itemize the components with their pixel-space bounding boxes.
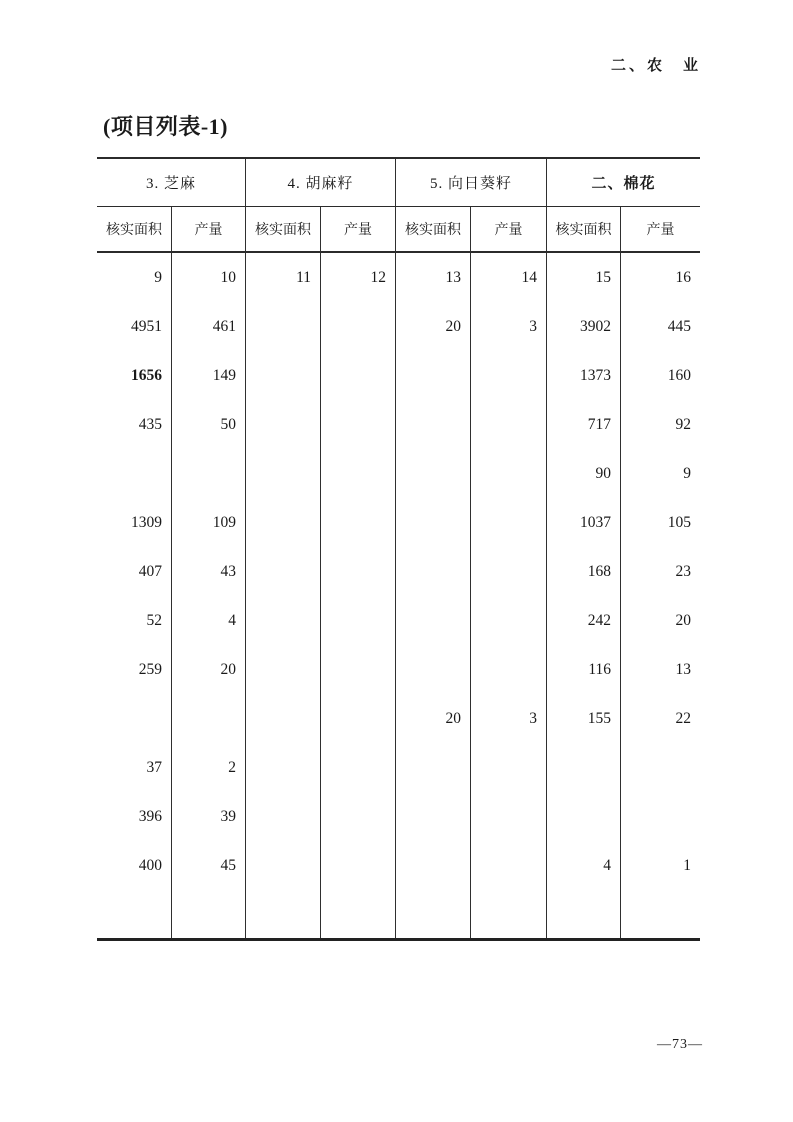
table-cell-r1c1: 9 (97, 253, 172, 302)
table-cell-r10c1 (97, 694, 172, 743)
subheader-verified-area-2: 核实面积 (246, 207, 321, 253)
table-cell-r11c5 (396, 743, 471, 792)
table-cell-r13c6 (471, 841, 547, 890)
table-cell-r8c1: 52 (97, 596, 172, 645)
table-cell-r9c1: 259 (97, 645, 172, 694)
table-cell-r5c8: 9 (683, 464, 691, 482)
table-cell-r1c4: 12 (321, 253, 396, 302)
table-cell-r13c2: 45 (172, 841, 246, 890)
table-cell-r7c5 (396, 547, 471, 596)
table-cell-r8c4 (321, 596, 396, 645)
table-cell-r3c6 (471, 351, 547, 400)
table-cell-r11c3 (246, 743, 321, 792)
subheader-verified-area-1: 核实面积 (97, 207, 172, 253)
data-table (97, 157, 700, 941)
table-cell-r10c5: 20 (396, 694, 471, 743)
table-cell-r5c7: 90 (547, 449, 621, 498)
subheader-output-2: 产量 (321, 207, 396, 253)
table-cell-r4c1: 435 (97, 400, 172, 449)
table-cell-r11c4 (321, 743, 396, 792)
table-cell-r10c6: 3 (471, 694, 547, 743)
page-title: (项目列表-1) (103, 114, 228, 139)
table-cell-r3c8: 160 (667, 366, 691, 384)
table-cell-r7c3 (246, 547, 321, 596)
table-cell-r8c8: 20 (675, 611, 691, 629)
table-cell-r7c1: 407 (97, 547, 172, 596)
table-cell-r8c7: 242 (547, 596, 621, 645)
table-cell-r2c6: 3 (471, 302, 547, 351)
table-cell-r6c8: 105 (667, 513, 691, 531)
table-cell-r9c3 (246, 645, 321, 694)
page-number: —73— (657, 1037, 703, 1052)
table-cell-r7c4 (321, 547, 396, 596)
table-cell-r13c7: 4 (547, 841, 621, 890)
table-cell-r9c7: 116 (547, 645, 621, 694)
table-cell-r4c3 (246, 400, 321, 449)
table-cell-r12c1: 396 (97, 792, 172, 841)
subheader-verified-area-4: 核实面积 (547, 207, 621, 253)
table-cell-r5c3 (246, 449, 321, 498)
subheader-output-3: 产量 (471, 207, 547, 253)
table-cell-r1c8: 16 (675, 268, 691, 286)
subheader-verified-area-3: 核实面积 (396, 207, 471, 253)
table-cell-r5c5 (396, 449, 471, 498)
table-cell-r3c3 (246, 351, 321, 400)
table-cell-r13c4 (321, 841, 396, 890)
table-cell-r6c1: 1309 (97, 498, 172, 547)
column-group-sesame: 3. 芝麻 (97, 159, 246, 207)
table-cell-r9c2: 20 (172, 645, 246, 694)
table-cell-r3c7: 1373 (547, 351, 621, 400)
table-cell-r6c2: 109 (172, 498, 246, 547)
table-cell-r12c4 (321, 792, 396, 841)
table-cell-r4c2: 50 (172, 400, 246, 449)
table-cell-r2c4 (321, 302, 396, 351)
table-cell-r12c7 (547, 792, 621, 841)
table-cell-r5c2 (172, 449, 246, 498)
table-cell-r11c6 (471, 743, 547, 792)
table-cell-r3c1: 1656 (97, 351, 172, 400)
table-cell-r5c1 (97, 449, 172, 498)
table-cell-r9c6 (471, 645, 547, 694)
table-cell-r10c4 (321, 694, 396, 743)
filler-cell (172, 890, 246, 938)
table-cell-r4c4 (321, 400, 396, 449)
table-cell-r12c6 (471, 792, 547, 841)
table-cell-r7c7: 168 (547, 547, 621, 596)
table-cell-r11c2: 2 (172, 743, 246, 792)
table-cell-r8c3 (246, 596, 321, 645)
table-cell-r6c4 (321, 498, 396, 547)
table-cell-r3c5 (396, 351, 471, 400)
table-cell-r1c3: 11 (246, 253, 321, 302)
table-cell-r13c8: 1 (683, 856, 691, 874)
table-cell-r3c4 (321, 351, 396, 400)
filler-cell (246, 890, 321, 938)
table-cell-r12c8 (621, 792, 700, 841)
table-cell-r13c3 (246, 841, 321, 890)
table-cell-r6c5 (396, 498, 471, 547)
table-cell-r2c2: 461 (172, 302, 246, 351)
table-cell-r10c3 (246, 694, 321, 743)
table-cell-r1c7: 15 (547, 253, 621, 302)
table-cell-r6c7: 1037 (547, 498, 621, 547)
table-cell-r7c8: 23 (675, 562, 691, 580)
table-cell-r8c6 (471, 596, 547, 645)
table-cell-r1c5: 13 (396, 253, 471, 302)
filler-cell (396, 890, 471, 938)
table-cell-r7c2: 43 (172, 547, 246, 596)
table-cell-r11c1: 37 (97, 743, 172, 792)
table-cell-r10c7: 155 (547, 694, 621, 743)
subheader-output-4: 产量 (621, 207, 700, 253)
filler-cell (621, 890, 700, 938)
table-cell-r6c3 (246, 498, 321, 547)
table-cell-r2c8: 445 (667, 317, 691, 335)
table-cell-r12c2: 39 (172, 792, 246, 841)
table-cell-r4c5 (396, 400, 471, 449)
table-cell-r5c6 (471, 449, 547, 498)
table-cell-r8c2: 4 (172, 596, 246, 645)
table-cell-r13c1: 400 (97, 841, 172, 890)
table-cell-r8c5 (396, 596, 471, 645)
table-cell-r10c8: 22 (675, 709, 691, 727)
table-cell-r1c2: 10 (172, 253, 246, 302)
filler-cell (547, 890, 621, 938)
table-cell-r13c5 (396, 841, 471, 890)
table-cell-r6c6 (471, 498, 547, 547)
table-cell-r12c3 (246, 792, 321, 841)
table-cell-r11c8 (621, 743, 700, 792)
column-group-cotton: 二、棉花 (547, 159, 700, 207)
table-cell-r2c3 (246, 302, 321, 351)
table-cell-r7c6 (471, 547, 547, 596)
filler-cell (97, 890, 172, 938)
table-cell-r11c7 (547, 743, 621, 792)
table-cell-r4c7: 717 (547, 400, 621, 449)
table-cell-r3c2: 149 (172, 351, 246, 400)
filler-cell (471, 890, 547, 938)
column-group-flaxseed: 4. 胡麻籽 (246, 159, 396, 207)
table-cell-r9c4 (321, 645, 396, 694)
table-cell-r4c6 (471, 400, 547, 449)
table-cell-r1c6: 14 (471, 253, 547, 302)
table-cell-r2c7: 3902 (547, 302, 621, 351)
table-cell-r4c8: 92 (675, 415, 691, 433)
table-cell-r9c8: 13 (675, 660, 691, 678)
table-cell-r12c5 (396, 792, 471, 841)
table-cell-r2c1: 4951 (97, 302, 172, 351)
table-cell-r9c5 (396, 645, 471, 694)
table-cell-r5c4 (321, 449, 396, 498)
filler-cell (321, 890, 396, 938)
table-cell-r10c2 (172, 694, 246, 743)
subheader-output-1: 产量 (172, 207, 246, 253)
section-header: 二、农 业 (610, 58, 701, 74)
column-group-sunflower-seed: 5. 向日葵籽 (396, 159, 547, 207)
table-cell-r2c5: 20 (396, 302, 471, 351)
